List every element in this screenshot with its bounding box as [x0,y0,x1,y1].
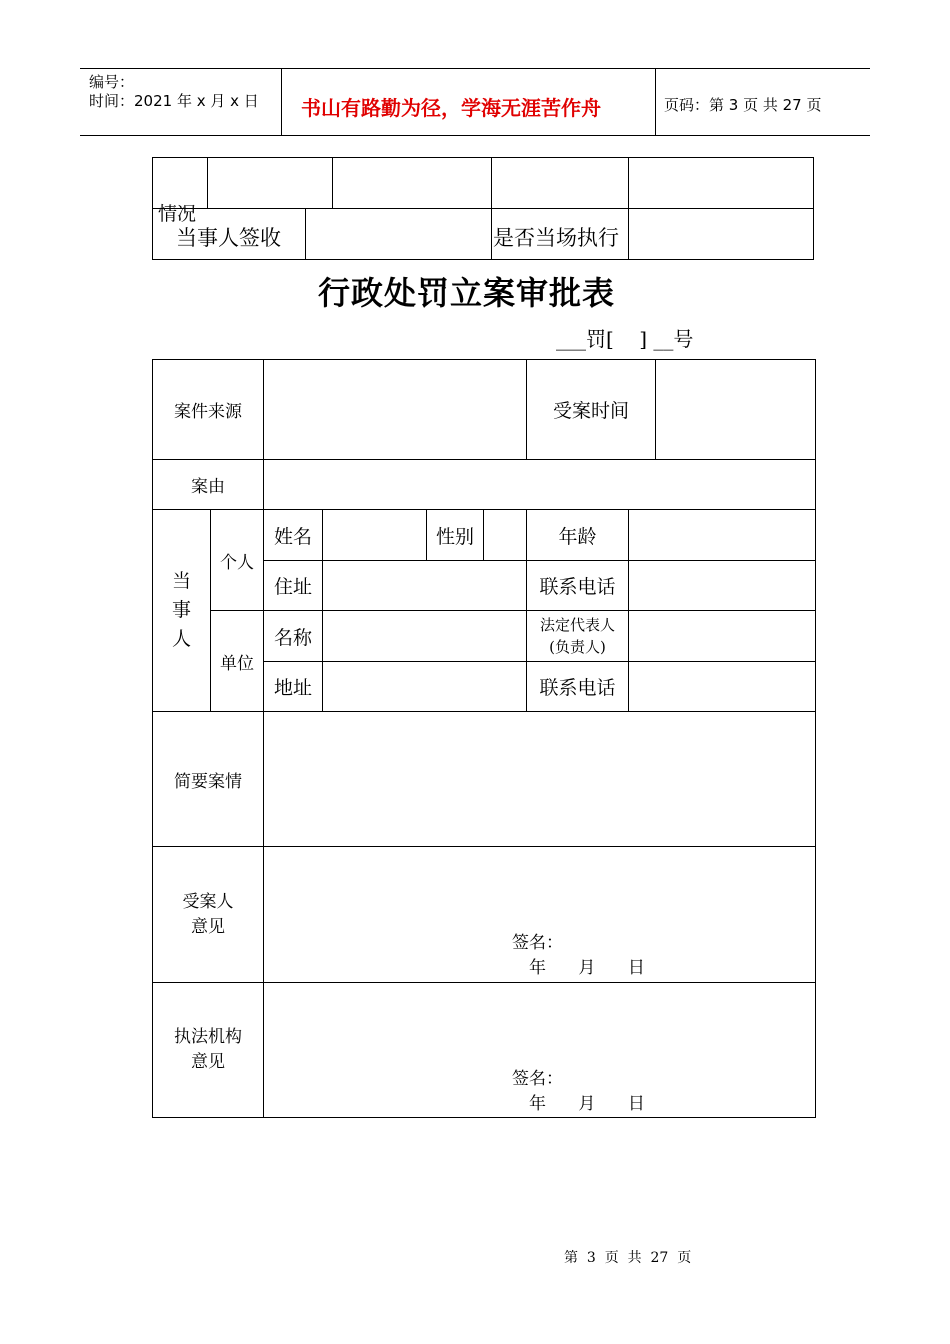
header-number-label: 编号： [89,73,135,91]
gender-label: 性别 [427,510,484,561]
header-top-rule [80,68,870,69]
receiver-opinion-label: 受案人 意见 [153,847,264,983]
case-source-label: 案件来源 [153,360,264,460]
agency-date-label: 年 月 日 [529,1094,645,1114]
footer-page-number: 第 3 页 共 27 页 [564,1250,692,1266]
unit-address-label: 地址 [264,662,323,712]
receiver-date-label: 年 月 日 [529,958,645,978]
case-cause-label: 案由 [153,460,264,510]
party-label: 当 事 人 [153,510,211,712]
unit-name-label: 名称 [264,611,323,662]
case-cause-field[interactable] [264,460,816,510]
agency-opinion-label: 执法机构 意见 [153,983,264,1118]
header-page-info: 页码：第 3 页 共 27 页 [664,96,822,114]
brief-field[interactable] [264,712,816,847]
accept-time-label: 受案时间 [527,360,656,460]
age-field[interactable] [629,510,816,561]
agency-sign-label: 签名： [512,1069,563,1089]
gender-field[interactable] [484,510,527,561]
accept-time-field[interactable] [656,360,816,460]
header-divider-right [655,68,656,136]
age-label: 年龄 [527,510,629,561]
header-motto: 书山有路勤为径，学海无涯苦作舟 [301,96,601,120]
doc-number: ___罚[ ] __号 [556,327,694,351]
header-date-label: 时间：2021 年 x 月 x 日 [89,92,259,110]
brief-label: 简要案情 [153,712,264,847]
header-divider-left [281,68,282,136]
legal-rep-label: 法定代表人 (负责人) [527,611,629,662]
agency-opinion-field[interactable] [264,983,816,1118]
phone-field[interactable] [629,561,816,611]
unit-name-field[interactable] [323,611,527,662]
unit-phone-label: 联系电话 [527,662,629,712]
on-site-execution-label: 是否当场执行 [493,226,619,250]
situation-label: 情况 [158,203,197,225]
address-field[interactable] [323,561,527,611]
header-bottom-rule [80,135,870,136]
name-field[interactable] [323,510,427,561]
approval-form-table [152,359,816,1118]
unit-phone-field[interactable] [629,662,816,712]
address-label: 住址 [264,561,323,611]
phone-label: 联系电话 [527,561,629,611]
case-source-field[interactable] [264,360,527,460]
receiver-sign-label: 签名： [512,933,563,953]
legal-rep-field[interactable] [629,611,816,662]
receiver-opinion-field[interactable] [264,847,816,983]
form-title: 行政处罚立案审批表 [318,274,616,312]
individual-label: 个人 [211,510,264,611]
party-sign-label: 当事人签收 [176,226,281,250]
unit-label: 单位 [211,611,264,712]
unit-address-field[interactable] [323,662,527,712]
name-label: 姓名 [264,510,323,561]
